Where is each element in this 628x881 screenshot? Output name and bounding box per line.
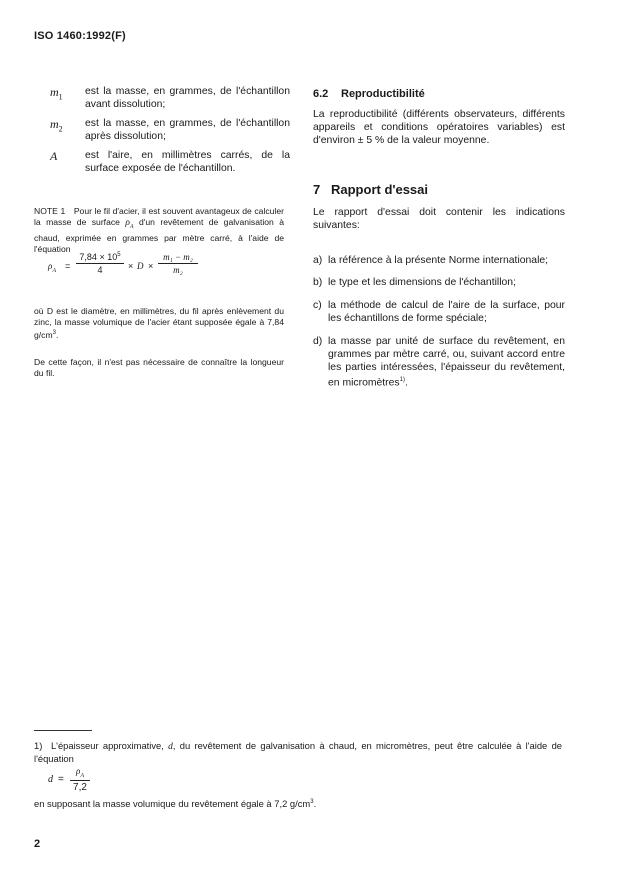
eq-lhs: $\rho_A$	[48, 261, 56, 274]
eq-times: ×	[128, 261, 134, 271]
section-6-2-heading: 6.2 Reproductibilité	[313, 88, 425, 100]
definition-text: est l'aire, en millimètres carrés, de la surface exposée de l'échantillon.	[85, 150, 290, 174]
symbol-m1: $m_1$	[50, 85, 63, 102]
page-number: 2	[34, 838, 41, 850]
footnote-rule	[34, 730, 92, 731]
definition-text: est la masse, en grammes, de l'échantillon avant dissolution;	[85, 86, 290, 110]
section-7-heading: 7 Rapport d'essai	[313, 182, 429, 197]
eq-times: ×	[148, 261, 154, 271]
section-6-2-text: La reproductibilité (différents observateurs, différents appareils et conditions opératoires variables) est d'environ ± 5 % de la valeur moyenne.	[313, 109, 565, 146]
definition-text: est la masse, en grammes, de l'échantillon après dissolution;	[85, 118, 290, 142]
note-label: NOTE 1	[34, 206, 66, 216]
note-1: NOTE 1 Pour le fil d'acier, il est souvent avantageux de calculer la masse de surface $\rho_A$ d'un revêtement de galvanisation à chaud, exprimée en grammes par mètre carré, à l'aide de l'équation	[34, 206, 285, 254]
eq-equals: =	[65, 261, 71, 271]
mass-equation	[48, 252, 198, 284]
symbol-a: A	[50, 149, 58, 163]
rho-symbol: $\rho_A$	[125, 218, 134, 230]
symbol-m2: $m_2$	[50, 117, 63, 134]
note-explanation: où D est le diamètre, en millimètres, du fil après enlèvement du zinc, la masse volumique de l'acier étant supposée égale à 7,84 $g/cm^3$.	[34, 306, 284, 340]
eq-fraction-2: m₁ − m₂ m₂	[158, 252, 198, 275]
thickness-equation: d = $\rho_A$ 7,2	[48, 766, 118, 794]
eq-d: D	[137, 261, 144, 271]
section-7-intro: Le rapport d'essai doit contenir les indications suivantes:	[313, 207, 565, 231]
note-conclusion: De cette façon, il n'est pas nécessaire de connaître la longueur du fil.	[34, 357, 284, 378]
footnote-1: 1) L'épaisseur approximative, d, du revêtement de galvanisation à chaud, en micromètres, peut être calculée à l'aide de l'équation	[34, 740, 562, 764]
footnote-ref: 1)	[399, 377, 405, 383]
document-header: ISO 1460:1992(F)	[34, 30, 126, 42]
footnote-end: en supposant la masse volumique du revêtement égale à 7,2 $g/cm^3$.	[34, 798, 317, 810]
thickness-fraction: $\rho_A$ 7,2	[70, 766, 90, 793]
eq-fraction-1: $7,84 \times 10^5$ 4	[76, 252, 124, 275]
